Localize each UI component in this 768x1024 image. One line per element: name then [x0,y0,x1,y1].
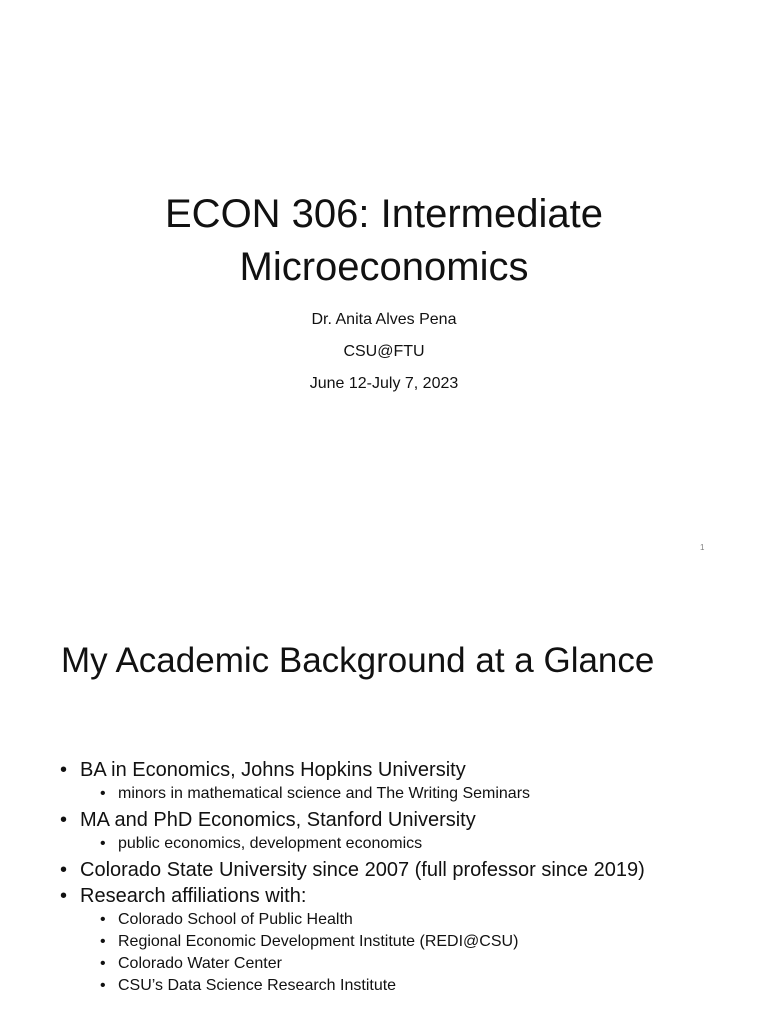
course-dates: June 12-July 7, 2023 [309,375,459,392]
list-item [60,757,645,807]
bullet-text: BA in Economics, Johns Hopkins University [80,759,466,781]
list-item [60,857,645,883]
sub-list-item: • public economics, development economics [80,833,645,855]
bullet-list [60,757,645,999]
sub-bullet-list [80,833,645,857]
sub-list-item: • minors in mathematical science and The Writing Seminars [80,783,645,805]
list-item [60,807,645,857]
sub-list-item: • Colorado Water Center [80,953,645,975]
slide-title [0,188,768,294]
institution: CSU@FTU [343,343,425,360]
section-title: My Academic Background at a Glance [61,641,655,680]
sub-bullet-list [80,783,645,807]
bullet-text: Research affiliations with: [80,885,307,907]
sub-list-item: • Regional Economic Development Institute (REDI@CSU) [80,931,645,953]
sub-list-item: • Colorado School of Public Health [80,909,645,931]
sub-bullet-list [80,909,645,999]
list-item [60,883,645,999]
bullet-text: MA and PhD Economics, Stanford University [80,809,476,831]
page-number: 1 [700,543,705,552]
bullet-text: Colorado State University since 2007 (full professor since 2019) [80,859,645,881]
slide-title-line-1: ECON 306: Intermediate [165,192,603,236]
sub-list-item: • CSU’s Data Science Research Institute [80,975,645,997]
instructor-name: Dr. Anita Alves Pena [311,311,457,328]
slide-subtitle [0,304,768,400]
slide-title-line-2: Microeconomics [239,245,529,289]
